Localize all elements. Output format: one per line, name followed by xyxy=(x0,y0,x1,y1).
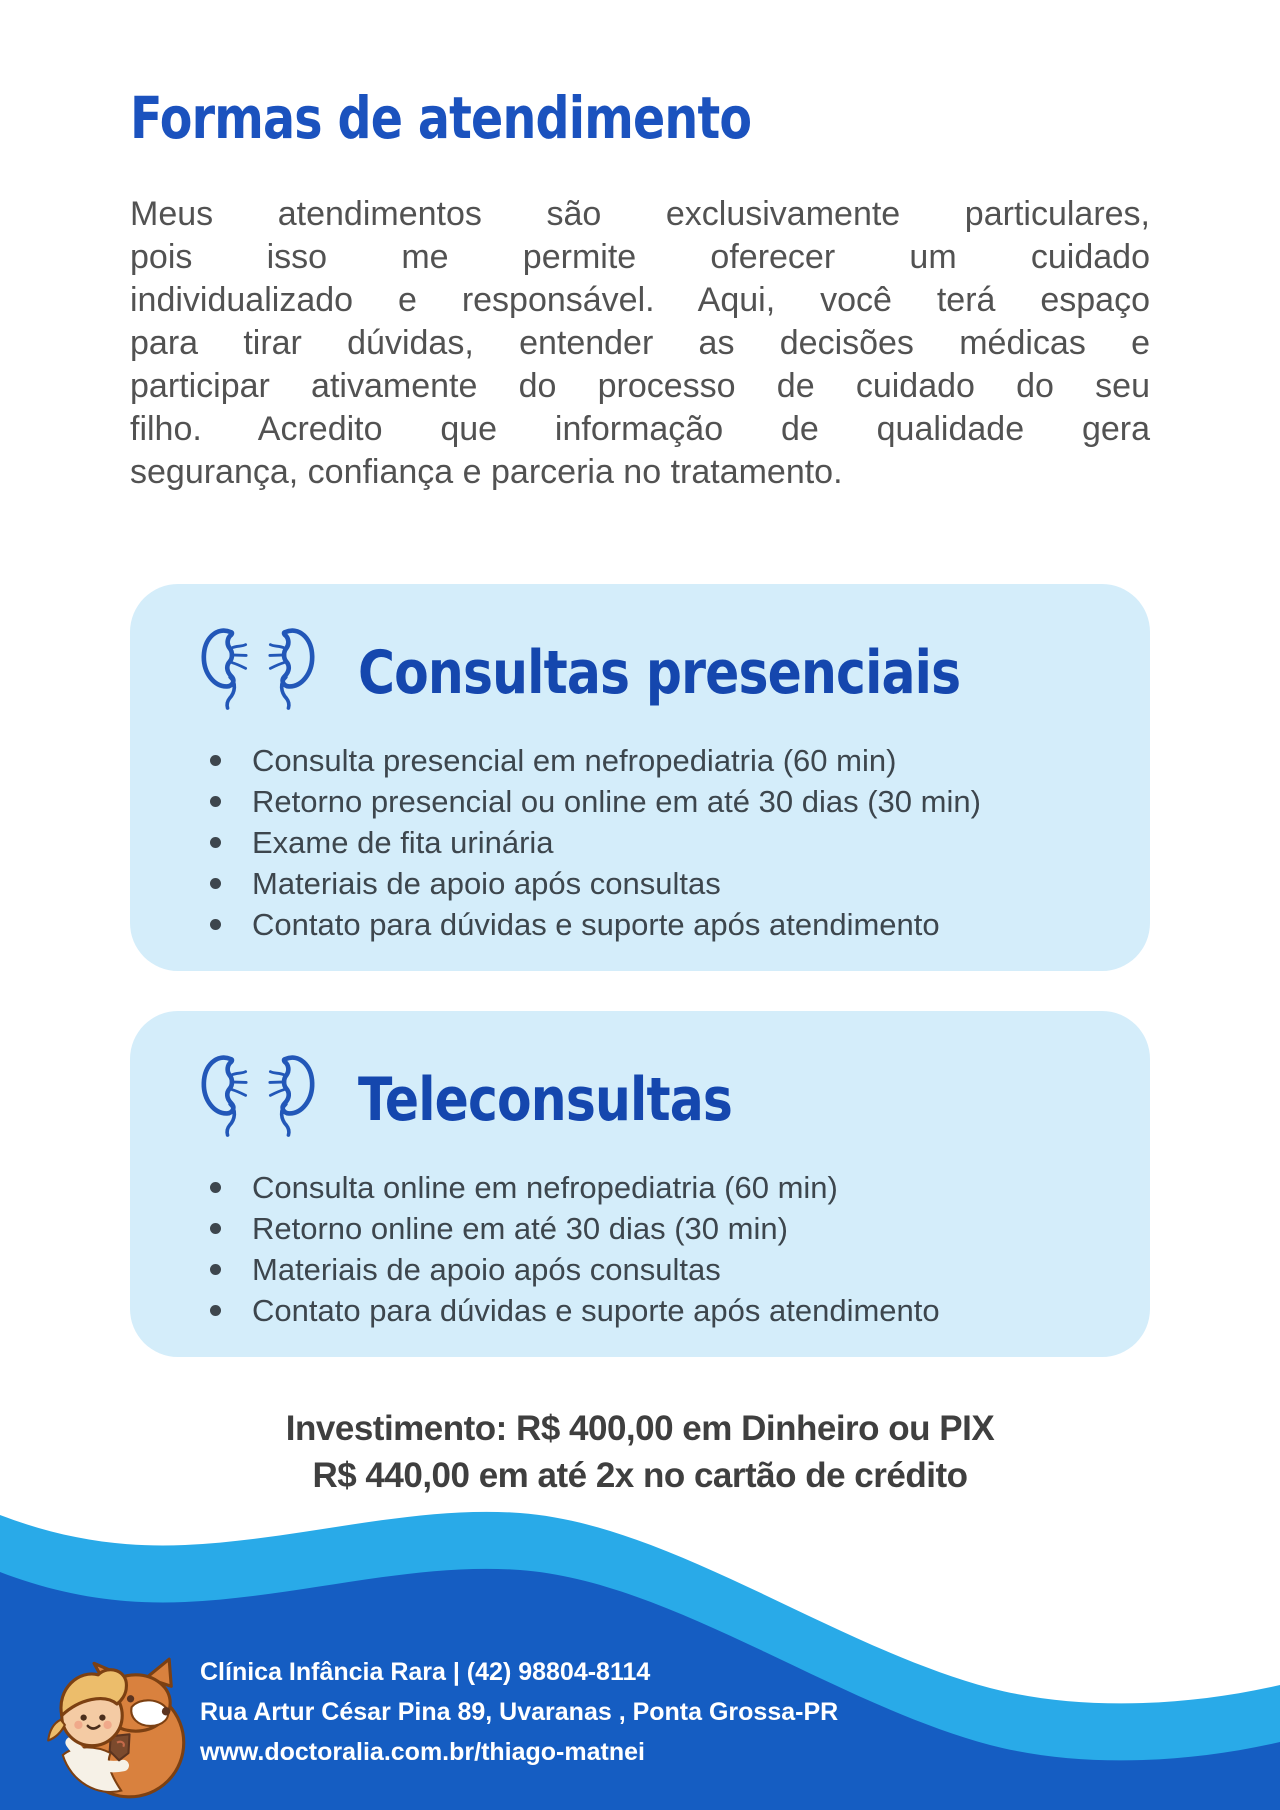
child-illustration xyxy=(48,1670,126,1746)
card-teleconsultas xyxy=(130,1011,1150,1357)
bullet-item: Exame de fita urinária xyxy=(204,822,1082,863)
intro-line: para tirar dúvidas, entender as decisões médicas e xyxy=(130,323,1150,362)
clinic-address: Rua Artur César Pina 89, Uvaranas , Ponta Grossa-PR xyxy=(200,1698,839,1726)
kidneys-icon xyxy=(198,1051,318,1149)
bullet-item: Contato para dúvidas e suporte após atendimento xyxy=(204,1290,1082,1331)
card-bullet-list xyxy=(198,740,1082,945)
bullet-item: Contato para dúvidas e suporte após atendimento xyxy=(204,904,1082,945)
investment-line-1: Investimento: R$ 400,00 em Dinheiro ou PIX xyxy=(285,1408,995,1448)
card-title: Consultas presenciais xyxy=(358,637,961,708)
bullet-item: Materiais de apoio após consultas xyxy=(204,1249,1082,1290)
footer xyxy=(0,1350,1280,1810)
intro-paragraph xyxy=(130,193,1150,494)
clinic-name-phone: Clínica Infância Rara | (42) 98804-8114 xyxy=(200,1658,651,1686)
card-header-row xyxy=(198,624,1082,722)
intro-line: individualizado e responsável. Aqui, você terá espaço xyxy=(130,280,1150,319)
investment-line-2: R$ 440,00 em até 2x no cartão de crédito xyxy=(312,1455,968,1495)
clinic-logo xyxy=(44,1655,190,1801)
card-title: Teleconsultas xyxy=(358,1064,733,1135)
card-consultas-presenciais xyxy=(130,584,1150,971)
bullet-item: Materiais de apoio após consultas xyxy=(204,863,1082,904)
intro-line: Meus atendimentos são exclusivamente particulares, xyxy=(130,194,1150,233)
bullet-item: Retorno online em até 30 dias (30 min) xyxy=(204,1208,1082,1249)
card-header-row xyxy=(198,1051,1082,1149)
bullet-item: Consulta online em nefropediatria (60 min) xyxy=(204,1167,1082,1208)
intro-line: segurança, confiança e parceria no tratamento. xyxy=(130,452,843,491)
card-bullet-list xyxy=(198,1167,1082,1331)
contact-block xyxy=(200,1656,838,1768)
page-title: Formas de atendimento xyxy=(130,84,752,152)
clinic-website: www.doctoralia.com.br/thiago-matnei xyxy=(200,1738,645,1766)
intro-line: pois isso me permite oferecer um cuidado xyxy=(130,237,1150,276)
intro-line: filho. Acredito que informação de qualidade gera xyxy=(130,409,1150,448)
kidneys-icon xyxy=(198,624,318,722)
bullet-item: Consulta presencial em nefropediatria (60 min) xyxy=(204,740,1082,781)
intro-line: participar ativamente do processo de cuidado do seu xyxy=(130,366,1150,405)
bullet-item: Retorno presencial ou online em até 30 dias (30 min) xyxy=(204,781,1082,822)
